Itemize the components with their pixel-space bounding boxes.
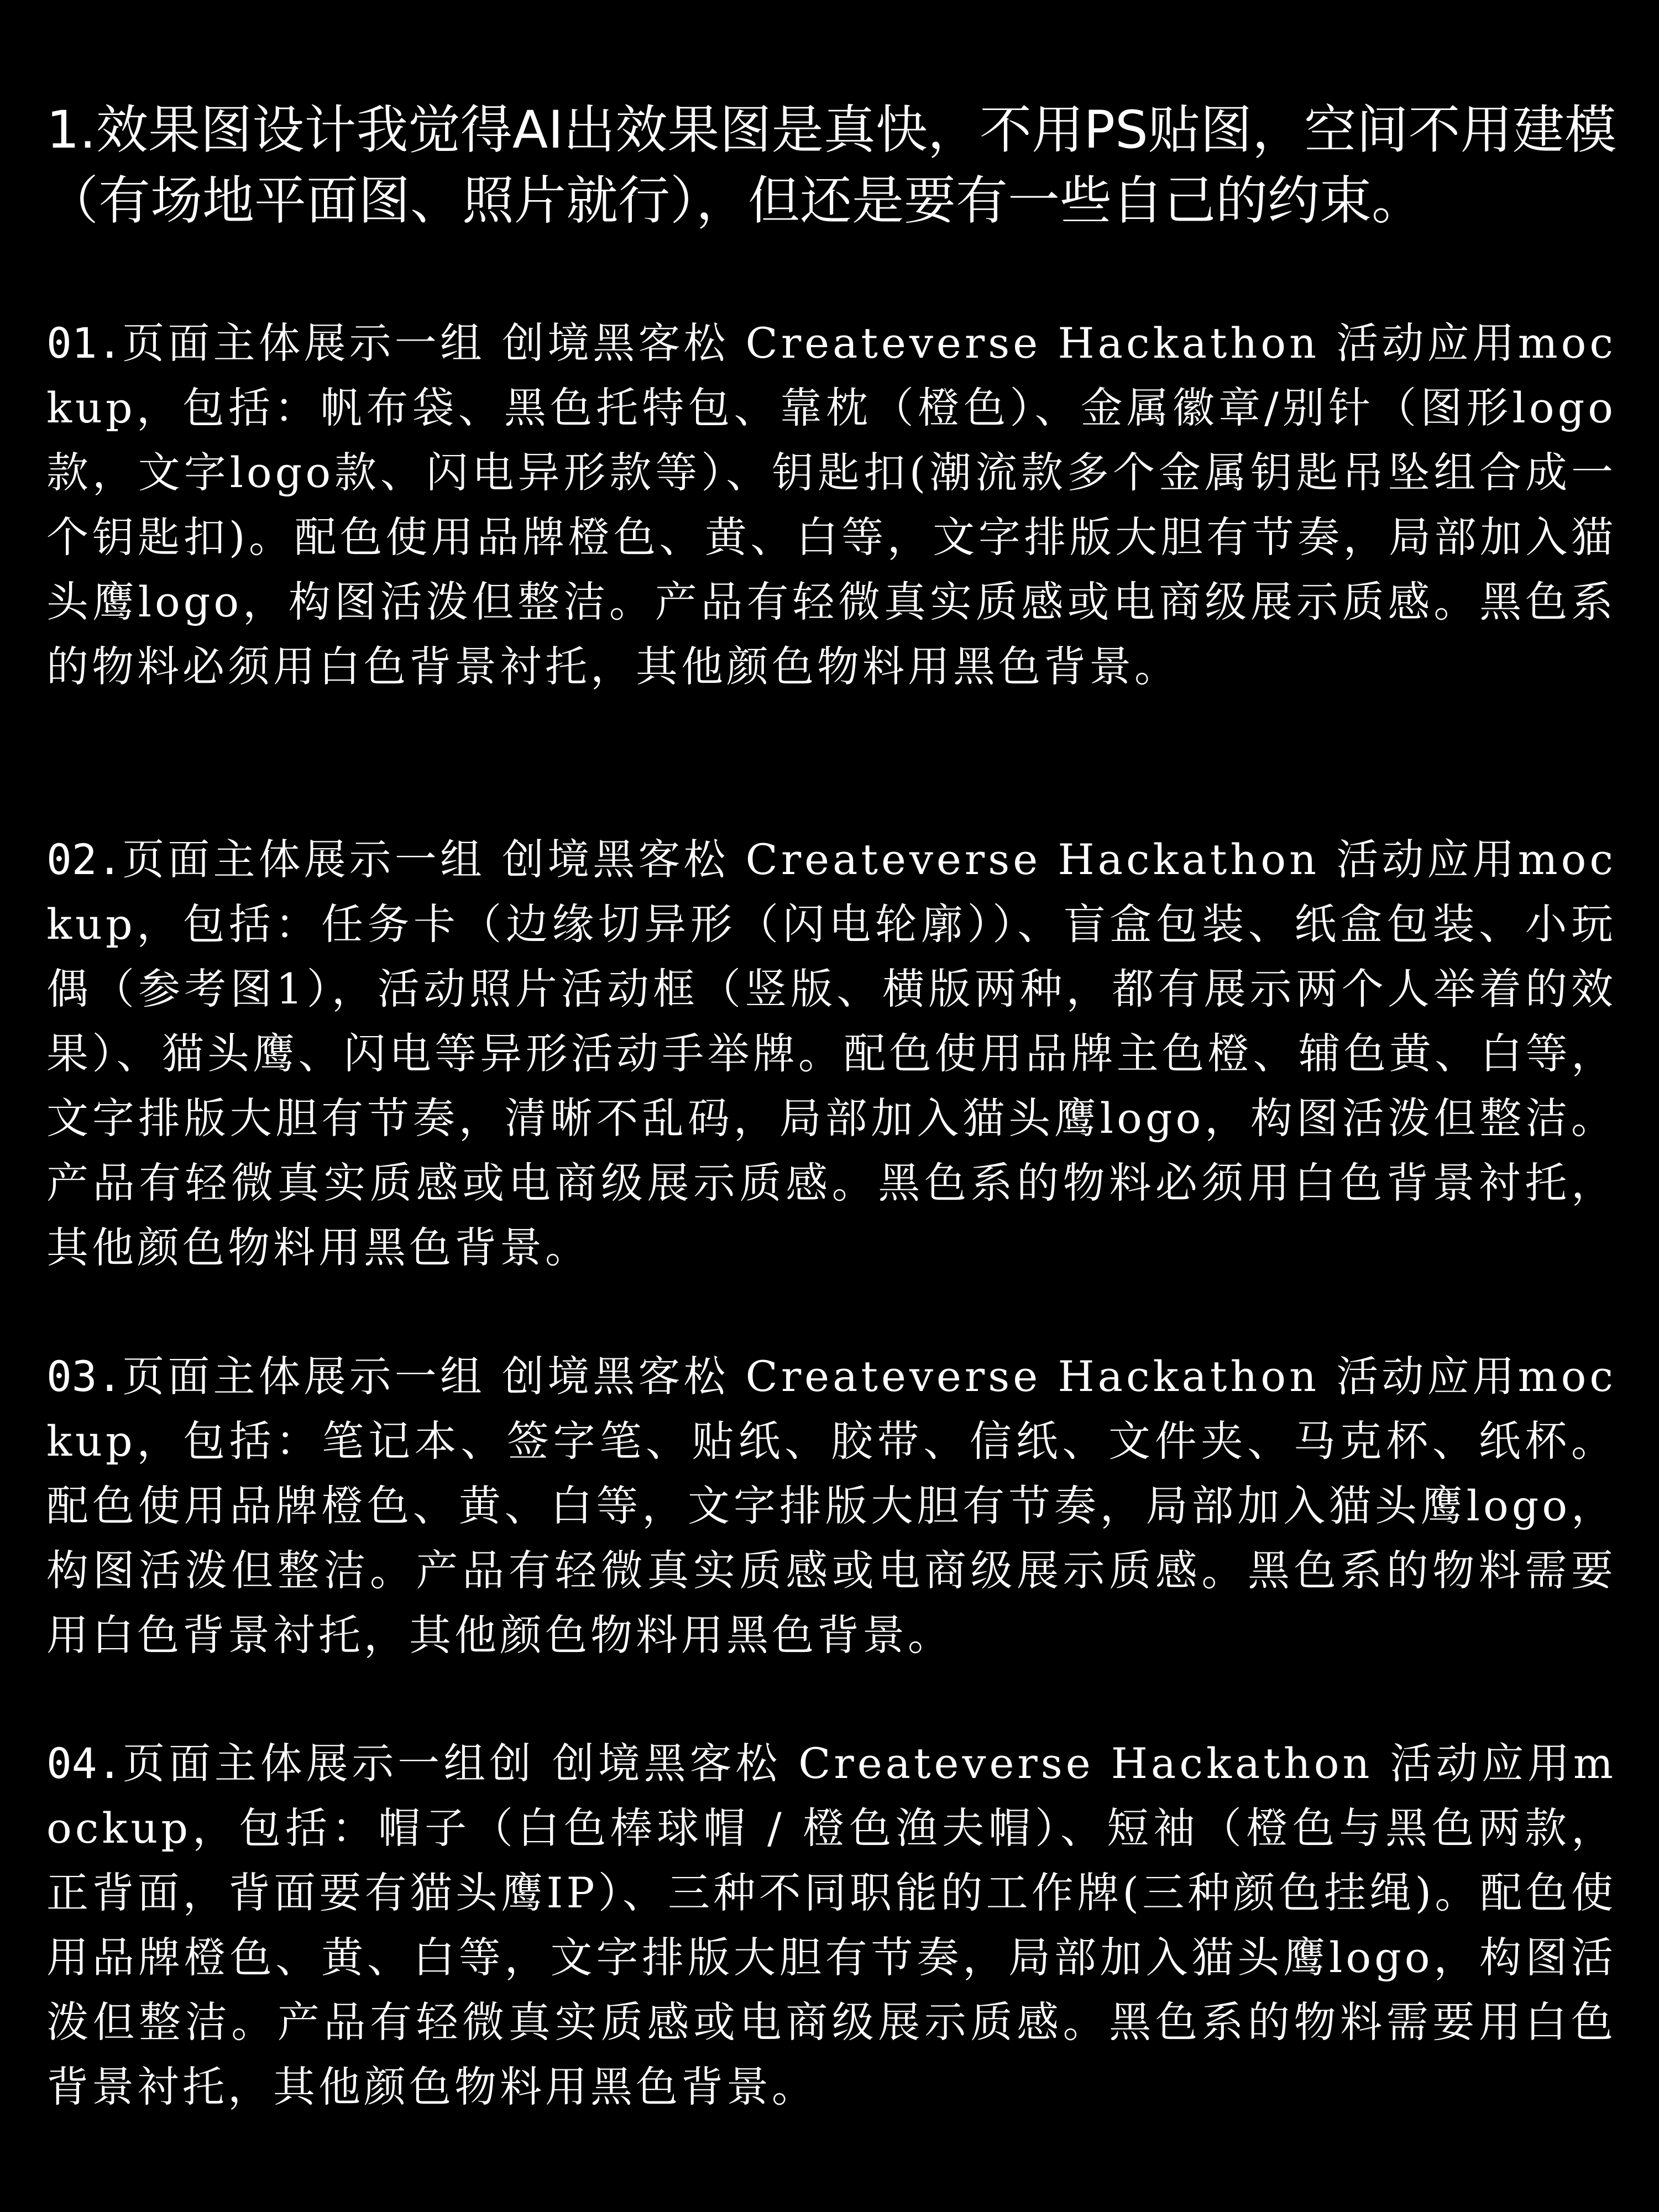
section-text: 页面主体展示一组创 创境黑客松 Createverse Hackathon 活动应用mockup，包括：帽子（白色棒球帽 / 橙色渔夫帽）、短袖（橙色与黑色两款，正背面，背面要有猫头鹰IP）、三种不同职能的工作牌(三种颜色挂绳)。配色使用品牌橙色、黄、白等，文字排版大胆有节奏，局部加入猫头鹰logo，构图活泼但整洁。产品有轻微真实质感或电商级展示质感。黑色系的物料需要用白色背景衬托，其他颜色物料用黑色背景。	[46, 1739, 1616, 2111]
section-number: 02.	[46, 835, 123, 884]
section-text: 页面主体展示一组 创境黑客松 Createverse Hackathon 活动应用mockup，包括：帆布袋、黑色托特包、靠枕（橙色）、金属徽章/别针（图形logo款，文字logo款、闪电异形款等）、钥匙扣(潮流款多个金属钥匙吊坠组合成一个钥匙扣)。配色使用品牌橙色、黄、白等，文字排版大胆有节奏，局部加入猫头鹰logo，构图活泼但整洁。产品有轻微真实质感或电商级展示质感。黑色系的物料必须用白色背景衬托，其他颜色物料用黑色背景。	[46, 318, 1616, 691]
section-02	[46, 827, 1616, 1280]
section-01	[46, 311, 1616, 699]
section-number: 04.	[46, 1739, 123, 1788]
section-04	[46, 1731, 1616, 2119]
section-number: 03.	[46, 1352, 123, 1401]
section-text: 页面主体展示一组 创境黑客松 Createverse Hackathon 活动应用mockup，包括：笔记本、签字笔、贴纸、胶带、信纸、文件夹、马克杯、纸杯。配色使用品牌橙色、黄、白等，文字排版大胆有节奏，局部加入猫头鹰logo，构图活泼但整洁。产品有轻微真实质感或电商级展示质感。黑色系的物料需要用白色背景衬托，其他颜色物料用黑色背景。	[46, 1352, 1616, 1660]
section-number: 01.	[46, 318, 123, 368]
document-heading: 1.效果图设计我觉得AI出效果图是真快，不用PS贴图，空间不用建模（有场地平面图、照片就行），但还是要有一些自己的约束。	[46, 100, 1616, 231]
section-03	[46, 1344, 1616, 1667]
section-text: 页面主体展示一组 创境黑客松 Createverse Hackathon 活动应用mockup，包括：任务卡（边缘切异形（闪电轮廓））、盲盒包装、纸盒包装、小玩偶（参考图1），活动照片活动框（竖版、横版两种，都有展示两个人举着的效果）、猫头鹰、闪电等异形活动手举牌。配色使用品牌主色橙、辅色黄、白等，文字排版大胆有节奏，清晰不乱码，局部加入猫头鹰logo，构图活泼但整洁。产品有轻微真实质感或电商级展示质感。黑色系的物料必须用白色背景衬托，其他颜色物料用黑色背景。	[46, 835, 1616, 1272]
